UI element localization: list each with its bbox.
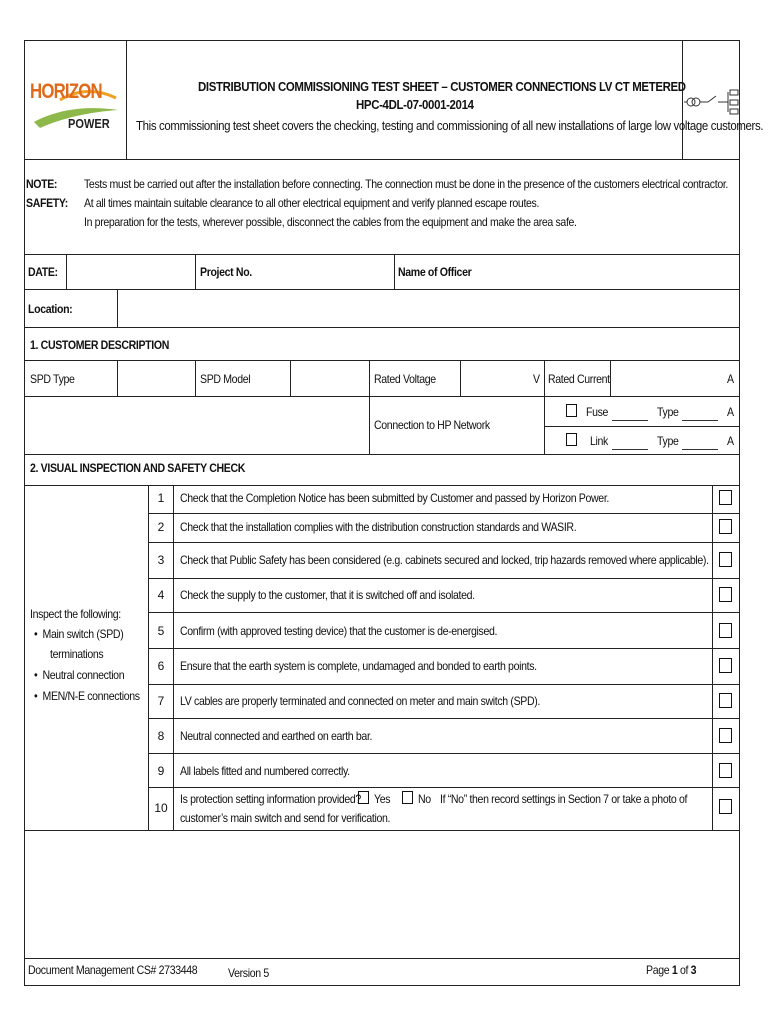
safety-text-2: In preparation for the tests, wherever possible, disconnect the cables from the equipment and make the area safe. [84,215,577,229]
note-text: Tests must be carried out after the installation before connecting. The connection must be done in the presence of the customers electrical contractor. [84,177,729,191]
sheet-description: This commissioning test sheet covers the checking, testing and commissioning of all new installations of large low voltage customers. [136,118,764,133]
check-item-text: Check the supply to the customer, that it is switched off and isolated. [180,588,475,602]
link-checkbox[interactable] [566,433,577,446]
horizon-power-logo [30,78,122,138]
check-item-checkbox[interactable] [719,490,732,505]
link-type-label: Type [657,434,679,448]
connection-label: Connection to HP Network [374,418,490,432]
item-number: 7 [157,694,165,708]
rated-voltage-label: Rated Voltage [374,372,436,386]
inspect-bullet-3: • MEN/N-E connections [34,689,140,703]
check-item-text: All labels fitted and numbered correctly. [180,764,350,778]
fuse-type-label: Type [657,405,679,419]
fuse-amp-unit: A [727,405,734,419]
location-field[interactable] [122,294,661,322]
item-number: 10 [154,801,168,815]
inspect-label: Inspect the following: [30,607,121,621]
document-code: HPC-4DL-07-0001-2014 [356,97,474,112]
item-number: 8 [157,729,165,743]
date-label: DATE: [28,265,58,279]
protection-yes-label: Yes [374,792,391,806]
check-item-checkbox[interactable] [719,623,732,638]
check-item-text: Neutral connected and earthed on earth bar. [180,729,373,743]
document-management-number: Document Management CS# 2733448 [28,963,198,977]
check-item-checkbox[interactable] [719,658,732,673]
check-item-text: Check that the Completion Notice has been submitted by Customer and passed by Horizon Power. [180,491,609,505]
safety-label: SAFETY: [26,196,68,210]
current-unit: A [727,372,734,386]
item-number: 1 [157,491,165,505]
voltage-unit: V [533,372,540,386]
note-label: NOTE: [26,177,58,191]
logo-horizon-text: HORIZON [30,80,102,103]
protection-no-label: No [418,792,431,806]
item-number: 6 [157,659,165,673]
check-item-checkbox[interactable] [719,763,732,778]
spd-type-label: SPD Type [30,372,75,386]
check-item-text: Ensure that the earth system is complete, undamaged and bonded to earth points. [180,659,537,673]
safety-text-1: At all times maintain suitable clearance to all other electrical equipment and verify planned escape routes. [84,196,540,210]
inspect-bullet-1: • Main switch (SPD) [34,627,124,641]
check-item-text-cont: customer’s main switch and send for verification. [180,811,391,825]
check-item-checkbox[interactable] [719,728,732,743]
protection-yes-checkbox[interactable] [358,791,369,804]
section-2-title: 2. VISUAL INSPECTION AND SAFETY CHECK [30,461,246,475]
check-item-checkbox[interactable] [719,693,732,708]
check-item-text: LV cables are properly terminated and connected on meter and main switch (SPD). [180,694,540,708]
inspect-bullet-2: • Neutral connection [34,668,125,682]
logo-power-text: POWER [68,116,110,131]
check-item-text-cont: If “No” then record settings in Section 7 or take a photo of [440,792,688,806]
link-label: Link [590,434,608,448]
item-number: 9 [157,764,165,778]
check-item-checkbox[interactable] [719,552,732,567]
fuse-checkbox[interactable] [566,404,577,417]
check-item-checkbox[interactable] [719,799,732,814]
item-number: 3 [157,553,165,567]
rated-current-label: Rated Current [548,372,610,386]
check-item-text: Check that the installation complies with the distribution construction standards and WASIR. [180,520,577,534]
location-label: Location: [28,302,73,316]
project-no-field[interactable] [260,259,374,285]
officer-name-label: Name of Officer [398,265,472,279]
section-1-title: 1. CUSTOMER DESCRIPTION [30,338,169,352]
date-field[interactable] [70,259,176,285]
item-number: 2 [157,520,165,534]
fuse-label: Fuse [586,405,609,419]
check-item-checkbox[interactable] [719,587,732,602]
spd-model-label: SPD Model [200,372,251,386]
project-no-label: Project No. [200,265,252,279]
page-number: Page 1 of 3 [646,963,697,977]
item-number: 4 [157,588,165,602]
link-amp-unit: A [727,434,734,448]
sheet-title: DISTRIBUTION COMMISSIONING TEST SHEET – CUSTOMER CONNECTIONS LV CT METERED [198,79,686,94]
switch-diagram-icon [684,82,740,118]
check-item-text: Check that Public Safety has been considered (e.g. cabinets secured and locked, trip hazards removed where applicable). [180,553,709,567]
officer-name-field[interactable] [480,259,704,285]
item-number: 5 [157,624,165,638]
check-item-checkbox[interactable] [719,519,732,534]
inspect-bullet-1-cont: terminations [50,647,104,661]
version-label: Version 5 [228,966,269,980]
check-item-text: Confirm (with approved testing device) that the customer is de-energised. [180,624,498,638]
check-item-text: Is protection setting information provided? [180,792,361,806]
protection-no-checkbox[interactable] [402,791,413,804]
